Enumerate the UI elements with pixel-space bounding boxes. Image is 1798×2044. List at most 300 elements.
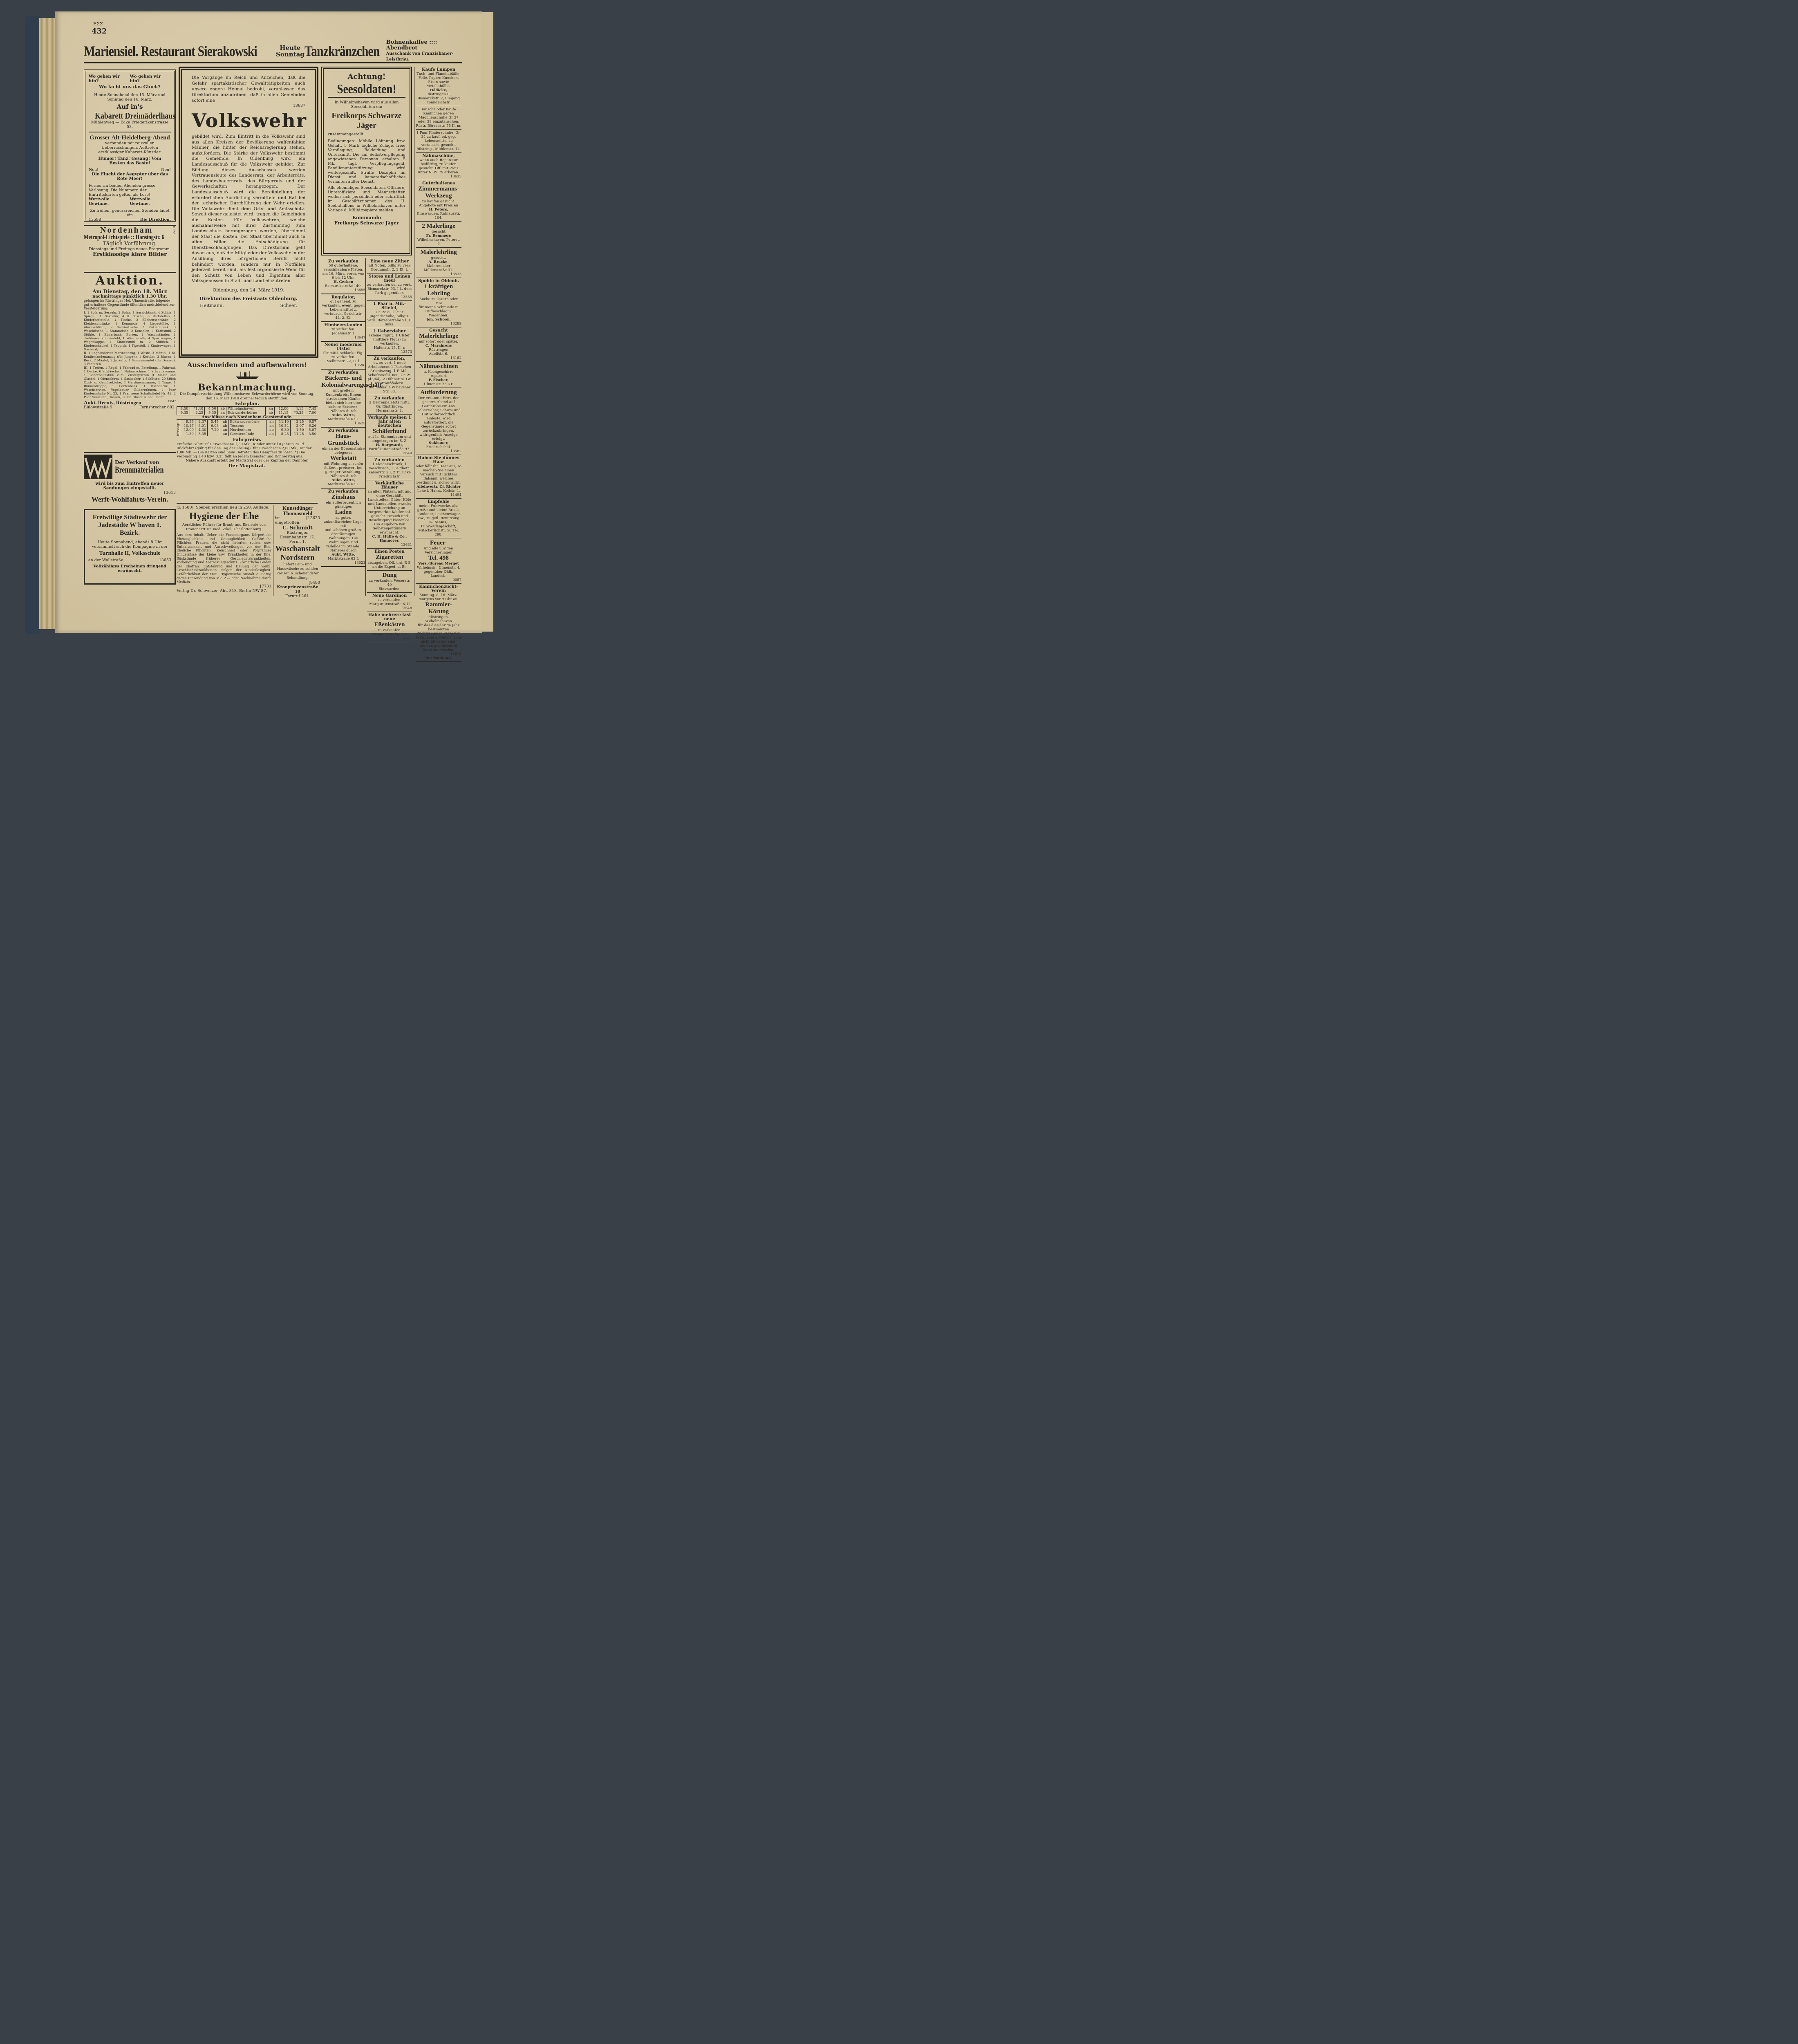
volkswehr-sign: Direktorium des Freistaats Oldenburg. xyxy=(199,296,298,302)
ad-addr: Rüstringen xyxy=(429,348,448,352)
classified-ad xyxy=(321,428,365,489)
brennmaterial-ad xyxy=(84,452,176,508)
auktion-item: III. 1 Trefen, 1 Regal, 1 Fahrrad m. Bereifung, 1 Fahrrad, 1 Decke, 6 Schläuche, 1 Nähmaschine, 1 Schrankwanne, 1 Sicherheitsstuhl zum Fensterputzen (f. Maler und Glaser), 1 Ofenschirm, 1 Gaskocher, 1 Schlitten, 20 Stück Obst- u. Gemüsekörbe, 1 Gardinenspanner, 1 Wage, 1 Blumentreppe, 1 Gartenbank, 1 Tischdecke, 1 Waschservice, Vogelbauer, Bilderrahmen, 1 Paar Kinderschuhe Nr. 23, 1 Paar neue Schaftstiefel Nr. 42, 2 Paar Seestiefel, Tassen, Teller, Gläser u. and. mehr. xyxy=(84,365,176,399)
fahrplan-cell: 2.37 xyxy=(195,420,208,424)
ad-addr: Fortifikationsstraße 97. xyxy=(369,447,410,451)
ad-text: zu verkaufen od. zu verk. Bismarckstr. 93, I l., dem Park gegenüber. xyxy=(367,283,412,295)
fahrplan-cell: Wilhelmshaven xyxy=(226,407,266,411)
ad-addr: Malermeister Müllerstraße 31. xyxy=(423,264,454,272)
fahrplan-cell: ab xyxy=(266,428,275,432)
auktion-items xyxy=(84,311,176,399)
ad-ref: 0087 xyxy=(452,578,461,582)
fahrplan-cell: 5.35 xyxy=(205,411,218,415)
fahrplan-cell: 7.45 xyxy=(305,407,318,411)
nordenham-prog: Dienstags und Freitags neues Programm. xyxy=(89,247,171,252)
kabarett-neu2: Neu! xyxy=(161,168,171,172)
ad-ref: 13641 xyxy=(401,637,412,641)
classified-ad xyxy=(367,480,412,549)
ad-big: Rammler-Körung xyxy=(425,601,452,615)
classified-ad xyxy=(416,362,461,388)
ad-ref: 11494 xyxy=(450,493,461,497)
auktion-phone: Fernsprecher 682. xyxy=(139,405,176,410)
nordenham-daily: Täglich Vorführung. xyxy=(103,241,157,247)
fahrplan-cell: Nordenham xyxy=(228,428,266,432)
ad-addr: Wilhelmsh., Ulmenstr. 4, gegenüber Oldb. Landesb. xyxy=(416,566,461,578)
ad-text: zu verkaufen. xyxy=(377,598,402,602)
ad-text: 50 guterhaltene, verschließbare Kisten, am 16. März, vorm. von 9 bis 12 Uhr. xyxy=(322,264,365,280)
brennmaterial-ref: 13615 xyxy=(163,491,176,495)
kunst-text: ist eingetroffen. xyxy=(275,516,301,525)
ad-title: 1 Ueberzieher xyxy=(373,329,406,334)
ad-addr2: Adolfstr. 6. xyxy=(429,352,448,356)
classified-ad xyxy=(367,457,412,480)
fahrplan-cell: 11.25 xyxy=(290,432,305,436)
fahrplan-cell: ab xyxy=(220,420,229,424)
ad-title: Verkaufe meinen 1 Jahr alten deutschen xyxy=(368,415,411,428)
brennmaterial-verein: Werft-Wohlfahrts-Verein. xyxy=(91,495,168,503)
kabarett-name: Kabarett Dreimäderlhaus xyxy=(95,111,176,121)
nordenham-ad xyxy=(84,225,176,271)
classified-ad xyxy=(416,455,461,499)
ad-text: auf sofort oder später. xyxy=(419,340,458,344)
kabarett-q2: Wo gehen wir hin? xyxy=(130,74,161,83)
ad-big: Zinshaus xyxy=(331,494,356,500)
kunst-ad xyxy=(273,505,320,544)
ad-text3: und schönen großen, dreiräumigen Wohnungen. Die Wohnungen sind tadellos im Stande. Näheres durch xyxy=(325,528,362,553)
classified-ad xyxy=(367,328,412,356)
ad-text: mit Noten, billig zu verk. Bordumstr. 2, 3 Et. l. xyxy=(367,264,412,272)
kabarett-gewinne1: Wertvolle Gewinne. xyxy=(89,197,110,206)
fahrplan-cell: 2.25 xyxy=(190,411,205,415)
ad-text2: zu guter, zukunftsreicher Lage, mit xyxy=(324,516,363,528)
fahrplan-cell: 10.17 xyxy=(180,424,195,428)
ad-addr: Wilhelmshaven, Peterst. 9 xyxy=(417,238,460,246)
ad-date: Sonntag, d. 16. März, morgens vor 9 Uhr an: xyxy=(419,593,459,601)
ad-ref: 13615 xyxy=(450,652,461,656)
ad-ref: 13573 xyxy=(401,350,412,354)
classified-ad xyxy=(416,180,461,222)
ad-name: A. Bracke, xyxy=(428,260,449,264)
kabarett-verlosung: Ferner an beiden Abenden grosse Verlosung. Die Nummern der Eintrittskarten gelten als Lose! xyxy=(89,184,156,197)
fahrplan-cell: *1.40 xyxy=(190,407,205,411)
fahrplan-cell: 7.00 xyxy=(305,411,318,415)
classified-ad xyxy=(416,584,461,662)
fahrplan-row xyxy=(177,407,318,411)
masthead-note1: Bohnenkaffee :::: Abendbrot xyxy=(386,39,437,51)
masthead xyxy=(84,40,462,63)
ad-more: Näheres durch xyxy=(330,409,357,413)
fahrplan-cell: 5.35 xyxy=(195,432,208,436)
volkswehr-body: gebildet wird. Zum Eintritt in die Volkswehr sind aus allen Kreisen der Bevölkerung waffenfähige Männer, die hinter der Reichsregierung stehen, aufzufordern. Die Stärke der Volkswehr bestimmt die Gemeinde. In Oldenburg wird ein Landesausschuß für die Volkswehr gebildet. Zur Bildung dieses Ausschusses werden Vertrauensleute des Landesrats, der Arbeiterräte, des Landesbauernrats, des Bürgerrats und der Gewerkschaften herangezogen. Der Landesausschuß wird die Bereitstellung der erforderlichen Ausrüstung vermitteln und Rat bei der technischen Durchführung der Wehr erteilen. Die Volkswehr dient dem Orts- und Amtsschutz. Soweit dieser geleistet wird, tragen die Gemeinden die Kosten. Für Volkswehren, welche ausnahmsweise mit ihrer Zustimmung zum Landesschutz herangezogen werden, übernimmt der Staat die Kosten. Der Staat übernimmt auch in allen Fällen die Entschädigung für Dienstbeschädigungen. Das Direktorium geht davon aus, daß die Mitglieder der Volkswehr in der Ausübung ihres bürgerlichen Berufs nicht behindert werden, sondern nur in Notfällen jederzeit bereit sind, als fest organisierte Wehr für den Schutz von Leben und Eigentum aller Volksgenossen in Stadt und Land einzutreten. xyxy=(192,134,305,284)
ad-title: Eine neue Zither xyxy=(370,259,409,264)
ad-title: Zu verkaufen xyxy=(328,489,359,494)
hygiene-text: Aus dem Inhalt: Ueber die Frauenorgane. Körperliche Ehetauglichkeit und Untauglichkeit. Gefährliche Pflichten. Frauen, die nicht heiraten sollen, usw. Enthaltsamkeit und Ausschweifungen vor der Ehe. Eheliche Pflichten. Keuschheit oder Polygamie? Hindernisse der Liebe usw. Krankheiten in der Ehe. Rückstände früherer Geschlechtskrankheiten. Vorbeugung und Ansteckungsschutz. Körperliche Leiden der Ehefrau. Entstehung und Heilung der weibl. Geschlechtskrankheiten. Folgen der Kinderlosigkeit. Gefährlichkeit der Frau. Hygienische Anstalt e. Bezug gegen Einsendung von Mk. 2.— oder Nachnahme durch Medizin. xyxy=(177,533,271,584)
fahrplan-cell: 12.09 xyxy=(180,428,195,432)
fahrplan-row xyxy=(180,428,318,432)
ad-title: 1 Paar n. Mil.-Stiefel, xyxy=(373,302,406,310)
fahrplan-cell: 5.45 xyxy=(208,420,220,424)
volkswehr-headline: Volkswehr xyxy=(192,110,307,132)
ad-text: für mittl. schlanke Fig. zu verkaufen. xyxy=(323,351,364,359)
fahrplan-row xyxy=(180,424,318,428)
ad-title: Zu verkaufen xyxy=(328,428,359,433)
fahrplan-cell: 7.20 xyxy=(208,428,220,432)
fahrplan-cell: Eckwarderhörne xyxy=(228,420,266,424)
seesoldaten-title: Seesoldaten! xyxy=(337,81,396,96)
fahrplan-anschl: Anschlüsse nach Nordenham-Geestemünde. xyxy=(177,415,318,420)
auktion-intro: gelangen im Rüstringer Hof, Ulmenstraße, folgende gut erhaltene Gegenstände öffentlich meistbietend zur Versteigerung: xyxy=(84,299,175,310)
fahrplan-cell: ab xyxy=(220,424,229,428)
ad-big: Feuer- xyxy=(430,540,447,546)
kabarett-flucht: Die Flucht der Aegypter über das Rote Meer! xyxy=(92,172,168,181)
ad-big2: Tel. 498 xyxy=(428,555,449,561)
volkswehr-date: Oldenburg, den 14. März 1919. xyxy=(213,287,284,293)
ad-addr: Marktstraße 63 I. xyxy=(327,557,359,561)
ad-ref: 13582 xyxy=(450,449,461,453)
kunst-title: Kunstdünger Thomasmehl xyxy=(282,505,313,516)
kabarett-q3: Wo lacht uns das Glück? xyxy=(99,84,161,90)
hygiene-ref2: [7731 xyxy=(260,584,271,589)
ad-big: Schäferhund xyxy=(372,428,407,435)
ad-name: Joh. Schoon. xyxy=(426,318,451,322)
ad-addr: Margaretenstraße 6, II xyxy=(369,602,410,606)
ad-text: wenn auch Reparatur bedürftig, zu kaufen gesucht. Off. mit Preis unter N. W. 79 erbeten. xyxy=(418,158,459,175)
ad-text: zu verkaufen. xyxy=(331,327,356,332)
fahrplan-cell: an xyxy=(266,420,275,424)
fahrplan-cell: an xyxy=(220,432,229,436)
ad-name: P. Fischer, xyxy=(428,378,449,382)
ad-text: abzugeben. Off. unt. R S. an die Exped. d. Bl. xyxy=(367,561,412,569)
ad-text: an allen Plätzen, mit und ohne Geschäft, Landstellen, Güter, Höfe und Landstellen, zwecks Unterreichung an vorgemerkte Käufer sof. gesucht. Besuch und Besichtigung kostenlos. Um Angebote von Selbsteigentümern erwünscht. xyxy=(367,490,412,535)
kabarett-title2: Grosser Alt-Heidelberg-Abend xyxy=(90,134,170,141)
volkswehr-n2: Scheer. xyxy=(280,303,297,309)
classified-ad xyxy=(321,294,365,322)
ad-title: Spohle in Oldenb. xyxy=(418,279,459,283)
ad-addr: Bismarckstraße 179. xyxy=(371,632,408,637)
ad-title: Zu verkaufen xyxy=(328,259,359,264)
kabarett-ref: 13598 xyxy=(89,217,101,222)
mid-ads-column xyxy=(321,258,382,596)
ad-ref: 13023 xyxy=(354,561,365,565)
masthead-note2: Ausschank von Franziskaner-Leistbräu. xyxy=(386,52,454,62)
fahrplan-cell: Geestemünde xyxy=(228,432,266,436)
classified-ad xyxy=(367,356,412,395)
ad-text: zu verkaufen. xyxy=(377,628,402,632)
fahrplan-cell: ab xyxy=(266,411,274,415)
ad-addr: Friedrichshof. xyxy=(426,445,451,449)
ad-ref: 13625 xyxy=(354,421,365,426)
classified-ad xyxy=(416,67,461,106)
fahrplan-cell: 6.26 xyxy=(305,424,318,428)
fahrplan-cell: 4.15 xyxy=(290,407,305,411)
fahrplan-preise-text: Einfache Fahrt: Für Erwachsene 1,50 Mk., Kinder unter 10 Jahren 75 Pf. Rückfahrt (gültig für den Tag der Lösung): für Erwachsene 2,00 Mk., Kinder 1,00 Mk. — Die Karten sind beim Betreten des Dampfers zu lösen. *) Die Verbindung 1.40 bzw. 3.35 fällt an jedem Dienstag und Donnerstag aus. xyxy=(177,442,312,459)
ad-title: Kaninchenzucht-Verein xyxy=(419,585,458,593)
classified-ad xyxy=(367,415,412,457)
kabarett-neu1: Neu! xyxy=(89,168,99,172)
ad-text2: für meine Schmiede in Hufbeschlag u. Wagenbau. xyxy=(419,305,459,318)
wasch-text: liefert Fein- und Hauswäsche zu soliden Preisen b. schonendster Behandlung. xyxy=(276,563,319,580)
ad-firm: Aukt. Witte, xyxy=(331,478,355,482)
ad-title: Zu verkaufen xyxy=(374,458,405,462)
book-binding xyxy=(25,16,40,634)
kabarett-sign: Die Direktion. xyxy=(140,217,171,222)
fahrplan-cell: ab xyxy=(217,407,226,411)
ad-big2: Werkstatt xyxy=(330,455,357,462)
ww-logo-icon xyxy=(84,455,112,479)
ad-big: 2 Malerlinge xyxy=(422,223,455,229)
ad-title: Stores und Leinen (neu) xyxy=(368,274,411,283)
classified-ad xyxy=(416,106,461,130)
ad-text: zu verkaufen. Weserstr. 40 xyxy=(369,579,410,587)
ad-addr: Bismarckstraße 149. xyxy=(325,284,362,288)
kabarett-ad xyxy=(84,69,176,222)
ad-addr: Jedeliusstr. 1 xyxy=(332,332,355,336)
masthead-sonntag: Sonntag xyxy=(276,51,305,58)
stadtwehr-place: Turnhalle II, Volksschule xyxy=(99,550,161,556)
volkswehr-ad xyxy=(179,67,318,358)
kabarett-addr: Mühlenweg — Ecke Friederikenstrasse 53. xyxy=(91,120,169,129)
fahrplan-cell: 1.30 xyxy=(180,432,195,436)
kabarett-q1: Wo gehen wir hin? xyxy=(89,74,120,83)
fahrplan-title: Bekanntmachung. xyxy=(197,382,297,393)
stadtwehr-street: an der Wallstraße. xyxy=(88,558,125,563)
ad-text: 1 Paar Kinderschuhe, Gr. 34 zu kauf. od. geg. Lebensmittel zu vertausch. gesucht. Rüstring., Mühlenstr. 12. xyxy=(416,131,461,151)
hygiene-ref1: [Z 1580] xyxy=(177,505,194,510)
ad-title: Neuer moderner Ulster xyxy=(324,343,363,351)
ad-addr: Marktstraße 63 I. xyxy=(327,482,359,486)
ad-big: Eßenkästen xyxy=(374,621,405,628)
ad-ref: 13631 xyxy=(401,543,412,547)
ad-addr: Ulmenstr. 23 a r. xyxy=(424,382,453,386)
ad-text: mit Ia. Stammbaum und eingetragen im S. Z. xyxy=(368,435,411,443)
ad-addr: Hafenstr. 15, II. r. xyxy=(374,346,405,350)
fahrplan-sign: Der Magistrat. xyxy=(228,463,266,468)
fahrplan-cell: 8.25 xyxy=(275,432,290,436)
fahrplan-cell: 9.30 xyxy=(275,428,290,432)
masthead-tanz: Tanzkränzchen xyxy=(304,43,380,59)
fahrplan-cell: 4.30 xyxy=(195,428,208,432)
wasch-addr: Kronprinzenstraße 10 xyxy=(277,585,318,594)
ad-text: ein außerordentlich günstiges xyxy=(326,501,361,509)
ad-title: Kaufe Lumpen xyxy=(421,67,456,72)
auktion-date: Am Dienstag, den 18. März xyxy=(92,289,167,294)
auktion-firm-name: Aukt. Reents, Rüstringen xyxy=(84,399,141,406)
classified-ad xyxy=(321,322,365,342)
ad-title: Haben Sie dünnes Haar xyxy=(418,456,459,464)
ad-big: Nähmaschinen xyxy=(419,363,458,370)
wasch-ref: [9490 xyxy=(309,580,320,585)
brennmaterial-title2: Brennmaterialien xyxy=(115,464,164,475)
ad-text2: für das diesjährige Jahr bestimmten Zuchtrammler. Tiere von Mitgliedern, welche noch nicht tätowiert sind, können gebührenfrei tätowiert werden. xyxy=(416,623,461,652)
ad-text: zu kaufen gesucht. Angebote mit Preis an xyxy=(419,199,458,208)
fahrplan-cell: 6.57 xyxy=(305,420,318,424)
fahrplan-row xyxy=(180,432,318,436)
ad-big: Malerlehrling xyxy=(420,249,457,256)
ad-addr: Marktstraße 63 I. xyxy=(327,417,359,421)
fahrplan-cell: 9.35 xyxy=(177,411,190,415)
ad-ref: 13533 xyxy=(450,272,461,276)
ad-title: Einen Posten xyxy=(374,549,405,554)
ad-title: Regulator, xyxy=(331,295,356,300)
fahrplan-table xyxy=(177,407,318,415)
ad-title: Empfehle xyxy=(428,500,450,504)
ad-ref: 13555 xyxy=(401,295,412,299)
fahrplan-cell: 10.54 xyxy=(275,424,290,428)
ad-text2: mit Wohnung u. schön xyxy=(323,462,363,466)
ad-firm: Aukt. Witte, xyxy=(331,553,355,557)
fahrplan-cell: 9.55 xyxy=(180,420,195,424)
stadtwehr-text: Heute Sonnabend, abends 8 Uhr versammelt sich die Kompagnie in der xyxy=(92,540,168,549)
ad-text: 2 Herrenpaletots mittl. Gr. Rüstringen, Hermannstr. 2. xyxy=(369,401,410,413)
brennmaterial-text: wird bis zum Eintreffen neuer Sendungen eingestellt. xyxy=(95,482,164,491)
wasch-phone: Fernruf 264. xyxy=(285,594,310,598)
classified-ad xyxy=(416,130,461,153)
ad-title: Guterhaltenes xyxy=(422,181,455,186)
kabarett-auf: Auf in's xyxy=(116,103,143,110)
fahrplan-cell: 6.03 xyxy=(208,424,220,428)
ad-text: ev. zu vert. 1 neue Arbeitshose, 1 Päckchen Arbeitszeug, 1 P. Mil.-Schaftstiefel, neu, Gr. 29 (43/44), 2 Hühner m. Gr. w. Straußfedern. Blumenhalle W'havener Str. 88. xyxy=(367,361,412,394)
fahrplan-cell: 3.50 xyxy=(305,432,318,436)
ad-ref: 13640 xyxy=(401,451,412,455)
ad-name: Fr. Remmers xyxy=(426,234,451,238)
hygiene-verlag: Verlag Dr. Schweizer, Abt. 318, Berlin NW 87. xyxy=(177,588,267,593)
classified-ad xyxy=(367,273,412,301)
seesoldaten-text1: In Wilhelmshaven wird aus allen Seesoldaten ein xyxy=(334,100,399,109)
wasch-ad xyxy=(273,545,320,596)
seesoldaten-sign: Freikorps Schwarze Jäger xyxy=(334,220,399,226)
ad-title: Habe mehrere fast neue xyxy=(368,613,411,621)
fahrplan-cell: 11.15 xyxy=(274,411,290,415)
fahrplan-cell: 3.01 xyxy=(195,424,208,428)
ad-name: C. Marahrens xyxy=(425,344,452,348)
brennmaterial-title1: Der Verkauf von xyxy=(115,459,159,465)
ad-text: und alle übrigen Versicherungen xyxy=(424,547,453,555)
fahrplan-cell: Tossens xyxy=(228,424,266,428)
classified-ad xyxy=(416,388,461,455)
seesoldaten-pre: Achtung! xyxy=(347,72,386,81)
ad-text: u. Kochgeschirre repariert xyxy=(423,370,454,378)
kabarett-sub2: verbunden mit reizvollen Ueberraschungen. Auftreten erstklassiger Kabarett-Künstler. xyxy=(98,141,161,155)
classified-ad xyxy=(367,549,412,571)
hygiene-ad xyxy=(177,505,271,595)
classified-ad xyxy=(321,342,365,370)
ad-ref: 13648 xyxy=(401,606,412,610)
ad-addr: Fuhrwerksgeschäft, Mitscherlichstr. 50 Tel. 298. xyxy=(418,524,459,537)
ad-big2: Laden xyxy=(335,509,352,515)
ad-title: Nähmaschine, xyxy=(422,154,455,158)
far-ads-column xyxy=(414,67,461,660)
seesoldaten-kommando: Kommando xyxy=(352,215,381,220)
nordenham-title: Nordenham xyxy=(100,226,153,235)
masthead-heute: Heute xyxy=(280,44,301,52)
ad-text: (kleine Figur), 1 Ulster (mittlere Figur) zu verkaufen. xyxy=(369,334,410,346)
fahrplan-cell: an xyxy=(217,411,226,415)
fahrplan-row xyxy=(177,411,318,415)
ad-addr: Mellumstr. 22, II. l. xyxy=(326,359,360,363)
kunst-firm: C. Schmidt xyxy=(282,525,313,531)
ad-title: Neue Gardinen xyxy=(372,594,407,598)
auktion-firm xyxy=(84,400,176,405)
classified-ad xyxy=(367,258,412,273)
ad-addr: Einswarden. xyxy=(378,587,401,591)
ad-text: Tausche oder Kaufe Kaninchen gegen Mädchenschuhe Gr 27 oder 28 einzutauschen. Rüstr. Börsenstr. 75 II. m. xyxy=(416,108,461,128)
ad-text: gesucht xyxy=(432,230,446,234)
ad-sign: Der Vorstand. xyxy=(425,656,452,660)
classified-ad xyxy=(367,395,412,415)
fahrplan-cell: 3.25 xyxy=(290,420,305,424)
ad-name: Hädicke, xyxy=(430,88,448,92)
ad-title: Zu verkaufen, xyxy=(374,356,405,361)
wasch-title: Waschanstalt Nordstern xyxy=(275,545,320,562)
ad-title: Verkäufliche Häuser xyxy=(375,481,404,490)
fahrplan-cell: — xyxy=(208,432,220,436)
ad-text: meine Fuhrwerke, als: große und kleine Break, Landauer, Leichenwagen usw., zu gefl. Benutzung. xyxy=(416,504,461,520)
ad-name: Vers.-Bureau Merget xyxy=(418,562,459,566)
ad-firm: Aukt. Witte, xyxy=(331,413,355,417)
ad-addr: Rüstringen II, Bismarckstr. 2, Eingang Tonndeichstr. xyxy=(417,92,460,105)
fahrplan-cell: ab xyxy=(266,432,275,436)
nordenham-side: 6128 xyxy=(172,226,176,235)
nordenham-kino: Metropol-Lichtspiele :: Hansingstr. 6 xyxy=(84,234,164,241)
stadtwehr-title: Freiwillige Städtewehr der Jadestädte W'haven 1. Bezirk. xyxy=(92,514,167,536)
volkswehr-ref: 13637 xyxy=(293,103,305,108)
ad-text: Suche zu Ostern oder Mai xyxy=(419,297,458,305)
fahrplan-table2 xyxy=(180,420,318,436)
fahrplan-cell: an xyxy=(266,424,275,428)
hygiene-lead: Soeben erschien neu in 250. Auflage: xyxy=(196,505,270,510)
masthead-notes xyxy=(386,40,462,63)
ad-text: ein an der Börsenstraße belegenes xyxy=(322,447,365,455)
auktion-item: II. 1 ungeänderter Marineanzug, 1 Weste, 3 Mäntel, 1 bl. Konfirmandenanzug (für Jungen), 1 Kostüm, 3 Blusen, 1 Rock, 2 Mäntel, 2 Jacketts, 1 Gummimantel (für Damen), 3 Fanfaren, xyxy=(84,351,176,366)
seesoldaten-korps: Freikorps Schwarze Jäger xyxy=(331,111,402,130)
kabarett-gewinne2: Wertvolle Gewinne. xyxy=(130,197,150,206)
ad-text: gut gehend, zu verkaufen, event. gegen Lebensmittel z. vertausch. Gerichtstr. 44, 2. Et. xyxy=(322,300,365,320)
fahrplan-cell: Eckwarderhörne xyxy=(226,411,266,415)
fahrplan-cell: 3.07 xyxy=(290,424,305,428)
classified-ad xyxy=(416,222,461,248)
ad-firm: C. H. Hüffe & Co., Hannover. xyxy=(372,535,407,543)
classified-ad xyxy=(367,593,412,612)
ad-big: Zigaretten xyxy=(376,554,403,560)
ad-text: Tuch- und Flanellabfälle, Felle, Papier, Knochen, Eisen sowie Metallabfälle. xyxy=(416,72,461,88)
classified-ad xyxy=(416,278,461,327)
ad-title: Zu verkaufen xyxy=(328,370,359,375)
ad-addr: Lehe i. Hann., Keilstr. 4. xyxy=(417,489,460,493)
stadtwehr-closing: Vollzähliges Erscheinen dringend erwünscht. xyxy=(93,564,166,573)
ad-name: H. Gerken xyxy=(333,280,354,284)
ad-addr: Einswarden, Rathausstr. 104. xyxy=(417,212,460,220)
fahrplan-cell: an xyxy=(266,407,274,411)
classified-ad xyxy=(416,153,461,180)
hygiene-title: Hygiene der Ehe xyxy=(189,511,259,522)
ad-text: 1 Kleiderschrank, 1 Waschtisch, 1 Feldbett. Kaiserstr. 20, 2 Tr. Ecke Friedrichstr. xyxy=(368,462,411,479)
kabarett-humor: Humor! Tanz! Gesang! Vom Besten das Beste! xyxy=(98,157,161,166)
fahrplan-cell: 1.50 xyxy=(290,428,305,432)
ad-big: Malerlehrlinge xyxy=(419,333,458,339)
ad-big: Dung xyxy=(382,572,397,578)
masthead-heute-sonntag xyxy=(276,45,305,58)
seesoldaten-bed: Bedingungen: Mobile Löhnung bzw. Gehalt. 5 Mark tägliche Zulage, freie Verpflegung, Bekleidung und Unterkunft. Die auf Selbstverpflegung angewiesenen Personen erhalten 5 Mk. tägl. Verpflegungsgeld. Familienunterstützung wird weitergezahlt. Straffe Disziplin im Dienst und kameradschaftliches Verhalten außer Dienst. xyxy=(328,139,405,184)
ad-big: Zimmermanns-Werkzeug xyxy=(418,186,459,199)
fahrplan-cut: Ausschneiden und aufbewahren! xyxy=(187,361,307,369)
ad-title: Himbeerstauden xyxy=(324,323,363,327)
fahrplan-intro: Die Dampferverbindung Wilhelmshaven-Eckwarderhörne wird von Sonntag, den 16. März 1919 dreimal täglich stattfinden. xyxy=(179,392,315,401)
right-ads-column xyxy=(367,258,412,641)
auktion-item: I. 1 Sofa m. Sesseln, 2 Sofas, 1 Auszichtisch, 4 Stühle, 1 Spiegel, 1 Sekretär, 4 ll. Tische, 6 Bettstellen, 1 Kinderbettstelle, 4 Tische, 2 Küchenschränke, 2 Kleiderschränke, 1 Kommode, 4 Liegestühle, 1 Abwaschtisch, 2 Serviertische, 1 Putzschrank, 3 Waschtische, 1 Stammtisch, 2 Konsolen, 1 Korbstuhl, 2 Stühle, 1 Eimerbank, Borten, 1 Waschständer, 1 drehbarer Kontorstuhl, 1 Wäscherolle, 4 Sportwagen, 1 Wagenkappe, 1 Kinderstuhl m. 2 Stühlen, 1 Kinderschaukel, 1 Teppich, 1 Tigerfell, 1 Kinderwagen, 1 Gasherd; xyxy=(84,310,176,351)
volkswehr-n1: Heitmann. xyxy=(200,303,224,309)
ad-text: gesucht. xyxy=(431,256,446,260)
ad-big: Bäckerei- und Kolonialwarengeschäft xyxy=(321,375,382,388)
